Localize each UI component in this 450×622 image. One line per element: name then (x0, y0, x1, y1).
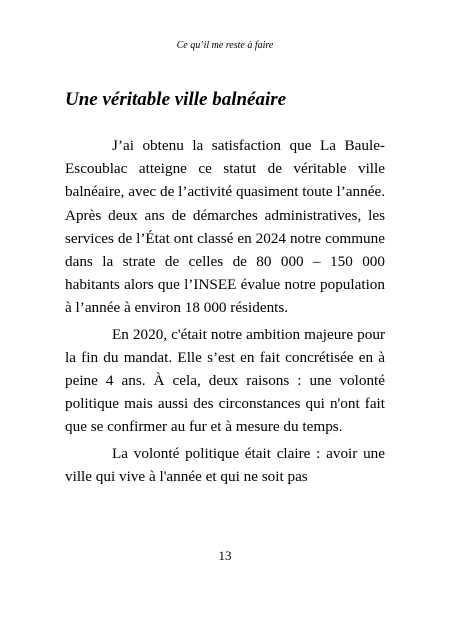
running-header: Ce qu’il me reste à faire (176, 40, 274, 51)
paragraph: La volonté politique était claire : avoir une ville qui vive à l'année et qui ne soit pas (65, 444, 385, 485)
paragraph: En 2020, c'était notre ambition majeure pour la fin du mandat. Elle s’est en fait concrétisée en à peine 4 ans. À cela, deux raisons : une volonté politique mais aussi des circonstances qui n'ont fait que se confirmer au fur et à mesure du temps. (65, 325, 385, 436)
page-number: 13 (218, 548, 232, 563)
body-text (65, 134, 385, 488)
chapter-title: Une véritable ville balnéaire (65, 89, 287, 110)
paragraph: J’ai obtenu la satisfaction que La Baule-Escoublac atteigne ce statut de véritable ville balnéaire, avec de l’activité quasiment toute l’année. Après deux ans de démarches administratives, les services de l’État ont classé en 2024 notre commune dans la strate de celles de 80 000 – 150 000 habitants alors que l’INSEE évalue notre population à l’année à environ 18 000 résidents. (65, 137, 385, 317)
